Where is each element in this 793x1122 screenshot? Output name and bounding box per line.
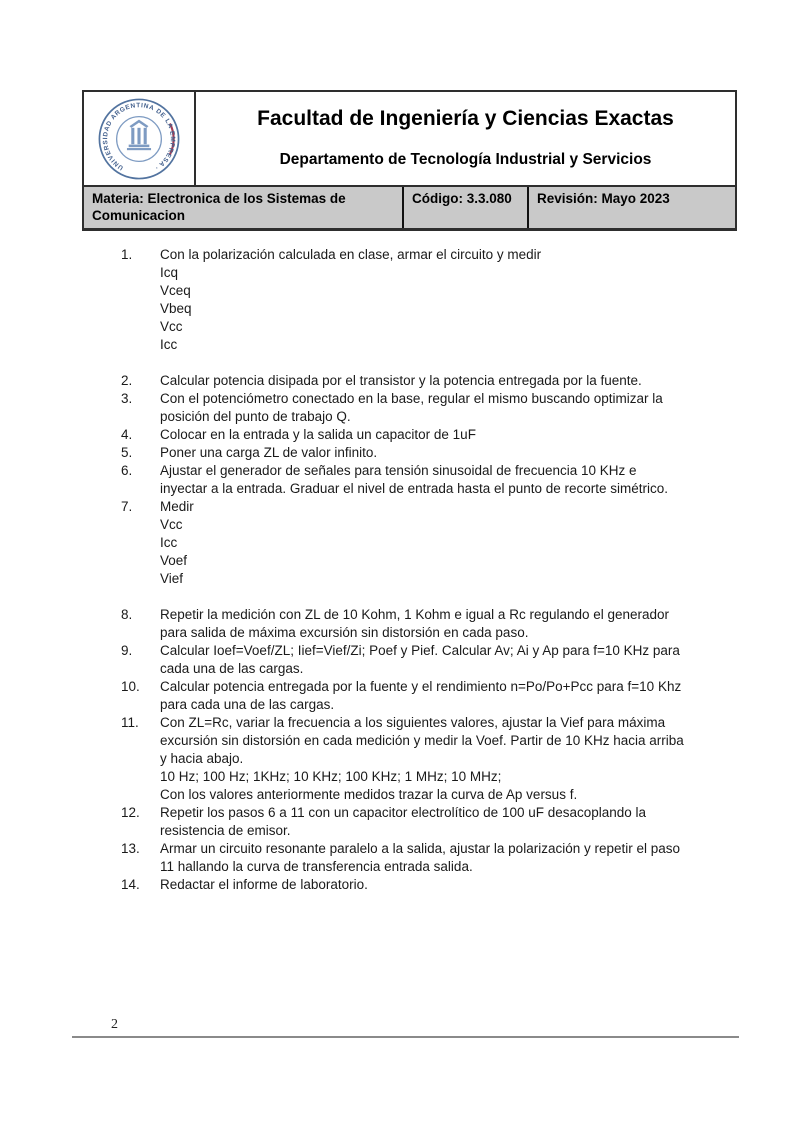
header-table bbox=[82, 90, 737, 231]
list-item-number: 2. bbox=[121, 373, 133, 388]
list-item-line: Repetir los pasos 6 a 11 con un capacitor electrolítico de 100 uF desacoplando la bbox=[160, 805, 647, 820]
list-item-line: Icq bbox=[160, 265, 179, 280]
list-item bbox=[121, 462, 733, 498]
list-item-line: Con la polarización calculada en clase, armar el circuito y medir bbox=[160, 247, 542, 262]
list-item-line: Armar un circuito resonante paralelo a la salida, ajustar la polarización y repetir el paso bbox=[160, 841, 681, 856]
list-item bbox=[121, 426, 733, 444]
list-item-line: Repetir la medición con ZL de 10 Kohm, 1 Kohm e igual a Rc regulando el generador bbox=[160, 607, 670, 622]
list-item-line: Con los valores anteriormente medidos trazar la curva de Ap versus f. bbox=[160, 787, 578, 802]
list-item bbox=[121, 390, 733, 426]
seal-building-icon bbox=[127, 119, 151, 150]
list-item-content bbox=[160, 246, 733, 354]
list-item bbox=[121, 804, 733, 840]
list-item-number: 11. bbox=[121, 715, 139, 730]
task-list bbox=[121, 246, 733, 894]
list-item-line: Ajustar el generador de señales para tensión sinusoidal de frecuencia 10 KHz e bbox=[160, 463, 637, 478]
list-item-number: 7. bbox=[121, 499, 133, 514]
list-item-line: Poner una carga ZL de valor infinito. bbox=[160, 445, 378, 460]
list-item-number: 10. bbox=[121, 679, 140, 694]
list-item-line: Redactar el informe de laboratorio. bbox=[160, 877, 368, 892]
list-item-line: inyectar a la entrada. Graduar el nivel de entrada hasta el punto de recorte simétrico. bbox=[160, 481, 669, 496]
list-item bbox=[121, 642, 733, 678]
list-item-number: 8. bbox=[121, 607, 133, 622]
list-item-number: 1. bbox=[121, 247, 133, 262]
list-item-number: 13. bbox=[121, 841, 140, 856]
list-item bbox=[121, 714, 733, 804]
list-item-line: cada una de las cargas. bbox=[160, 661, 304, 676]
list-item-content bbox=[160, 678, 733, 714]
header-title-row bbox=[84, 92, 735, 185]
list-item-number: 12. bbox=[121, 805, 140, 820]
list-item-content bbox=[160, 462, 733, 498]
list-item-line: para cada una de las cargas. bbox=[160, 697, 335, 712]
revision-cell: Revisión: Mayo 2023 bbox=[527, 187, 735, 228]
list-item-line: Calcular potencia entregada por la fuente y el rendimiento n=Po/Po+Pcc para f=10 Khz bbox=[160, 679, 682, 694]
list-item-line: Vief bbox=[160, 571, 184, 586]
list-item-line: Calcular potencia disipada por el transistor y la potencia entregada por la fuente. bbox=[160, 373, 642, 388]
list-item-number: 6. bbox=[121, 463, 133, 478]
list-item-content bbox=[160, 804, 733, 840]
list-item bbox=[121, 372, 733, 390]
materia-cell: Materia: Electronica de los Sistemas de Comunicacion bbox=[92, 191, 346, 223]
list-item-number: 9. bbox=[121, 643, 133, 658]
list-item-line: 10 Hz; 100 Hz; 1KHz; 10 KHz; 100 KHz; 1 MHz; 10 MHz; bbox=[160, 769, 502, 784]
list-item-content bbox=[160, 390, 733, 426]
logo-cell bbox=[84, 92, 196, 185]
list-item-line: Vcc bbox=[160, 319, 183, 334]
list-item-line: Vceq bbox=[160, 283, 191, 298]
list-item-number: 14. bbox=[121, 877, 140, 892]
list-item-line: Con ZL=Rc, variar la frecuencia a los siguientes valores, ajustar la Vief para máxima bbox=[160, 715, 666, 730]
list-item-content bbox=[160, 426, 733, 444]
list-item bbox=[121, 246, 733, 354]
list-item-content bbox=[160, 498, 733, 588]
codigo-cell: Código: 3.3.080 bbox=[402, 187, 527, 228]
seal-ring-text: UNIVERSIDAD ARGENTINA DE LA EMPRESA · bbox=[102, 101, 176, 171]
list-item-line: y hacia abajo. bbox=[160, 751, 244, 766]
list-item-number: 4. bbox=[121, 427, 133, 442]
list-item-line: Calcular Ioef=Voef/ZL; Iief=Vief/Zi; Poef y Pief. Calcular Av; Ai y Ap para f=10 KHz para bbox=[160, 643, 680, 658]
list-item-line: Con el potenciómetro conectado en la base, regular el mismo buscando optimizar la bbox=[160, 391, 663, 406]
list-item bbox=[121, 606, 733, 642]
footer-rule bbox=[72, 1036, 739, 1038]
list-item-line: Voef bbox=[160, 553, 188, 568]
list-item-content bbox=[160, 606, 733, 642]
list-item-line: Vbeq bbox=[160, 301, 192, 316]
list-item-line: posición del punto de trabajo Q. bbox=[160, 409, 351, 424]
list-item-content bbox=[160, 714, 733, 804]
university-seal-icon bbox=[96, 96, 182, 182]
list-item-content bbox=[160, 372, 733, 390]
list-item bbox=[121, 876, 733, 894]
department-title: Departamento de Tecnología Industrial y Servicios bbox=[279, 151, 652, 168]
list-item-number: 5. bbox=[121, 445, 133, 460]
list-item bbox=[121, 498, 733, 588]
list-item bbox=[121, 678, 733, 714]
list-item-line: excursión sin distorsión en cada medición y medir la Voef. Partir de 10 KHz hacia arriba bbox=[160, 733, 684, 748]
list-item-line: para salida de máxima excursión sin distorsión en cada paso. bbox=[160, 625, 529, 640]
page-number: 2 bbox=[111, 1017, 118, 1032]
list-item-line: resistencia de emisor. bbox=[160, 823, 291, 838]
list-item bbox=[121, 840, 733, 876]
list-item-line: Icc bbox=[160, 337, 178, 352]
list-item-content bbox=[160, 444, 733, 462]
list-item-content bbox=[160, 642, 733, 678]
header-meta-row bbox=[84, 185, 735, 228]
list-item bbox=[121, 444, 733, 462]
list-item-line: Colocar en la entrada y la salida un capacitor de 1uF bbox=[160, 427, 476, 442]
list-item-line: Medir bbox=[160, 499, 194, 514]
list-item-line: Icc bbox=[160, 535, 178, 550]
title-cell bbox=[196, 92, 735, 185]
list-item-content bbox=[160, 876, 733, 894]
list-item-line: 11 hallando la curva de transferencia entrada salida. bbox=[160, 859, 473, 874]
list-item-line: Vcc bbox=[160, 517, 183, 532]
list-item-content bbox=[160, 840, 733, 876]
faculty-title: Facultad de Ingeniería y Ciencias Exactas bbox=[257, 107, 674, 130]
list-item-number: 3. bbox=[121, 391, 133, 406]
